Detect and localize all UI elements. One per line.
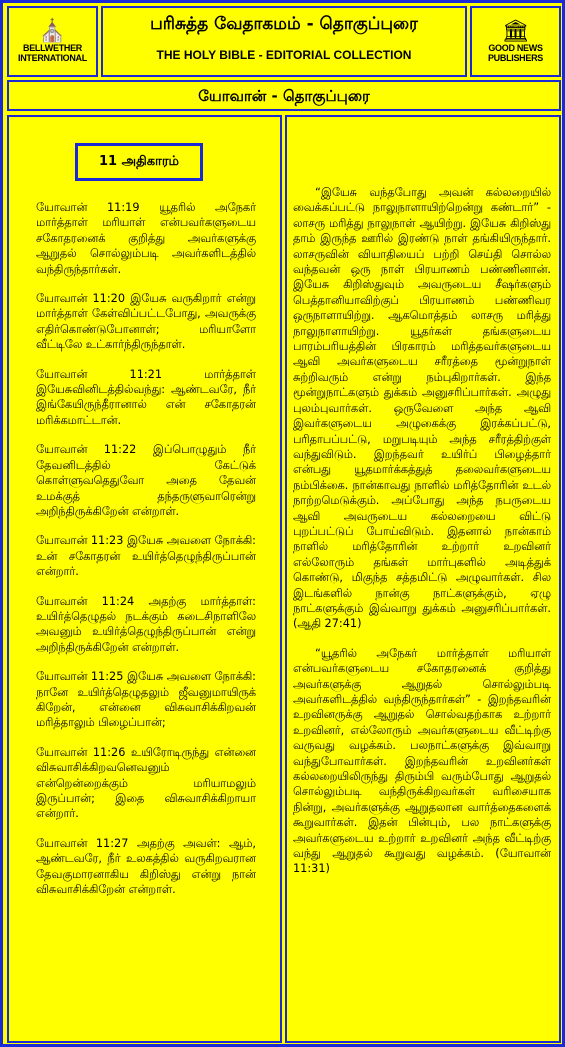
bellwether-logo (7, 6, 98, 77)
tower-icon: 🏛 (501, 18, 530, 44)
commentary-paragraph: “இயேசு வந்தபோது அவன் கல்லறையில் வைக்கப்பட்டு நாலுநாளாயிற்றென்று கண்டார்” - லாசரு மரித்து நாலுநாள் ஆயிற்று. இயேசு கிறிஸ்து தாம் இருந்த ஊரில் இரண்டு நாள் தங்கியிருந்தார். லாசருவின் வியாதியைப் பற்றி செய்தி சொல்ல வந்தவன் ஒரு நாள் பிரயாணம் பண்ணினான். இயேசு கிறிஸ்துவும் அவருடைய சீஷர்களும் பெத்தானியாவிற்குப் பிரயாணம் பண்ணிவர ஒருநாளாயிற்று. ஆகமொத்தம் லாசரு மரித்து நாலுநாளாயிற்று. யூதர்கள் தங்களுடைய பாரம்பரியத்தின் பிரகாரம் மரித்தவர்களுடைய ஆவி அவர்களுடைய சரீரத்தை மூன்றுநாள் சுற்றிவரும் என்று நம்புகிறார்கள். இந்த மூன்றுநாட்களும் துக்கம் அனுசரிப்பார்கள். அழுது புலம்புவார்கள். ஒருவேளை அந்த ஆவி இவர்களுடைய அழுகைக்கு இரக்கப்பட்டு, பரிதாபப்பட்டு, மறுபடியும் அந்த சரீரத்திற்குள் வந்துவிடும். இறந்தவர் உயிர்ப் பிழைத்தார் என்பது யூதமார்க்கத்துத் தலைவர்களுடைய நம்பிக்கை. நான்காவது நாளில் மரித்தோரின் உடல் நாற்றமெடுக்கும். அப்போது அந்த நபருடைய ஆவி அவருடைய கல்லறையை விட்டு புறப்பட்டுப் போய்விடும். இதனால் நான்காம் நாளில் மரித்தோரின் உற்றார் உறவினர் எல்லோரும் தங்கள் மார்புகளில் அடித்துக் கொண்டு, மிகுந்த சத்தமிட்டு அழுவார்கள். சில இடங்களில் நான்கு நாட்களுக்கும், ஏழு நாட்களுக்கும் இவ்வாறு துக்கம் அனுசரிப்பார்கள். (ஆதி 27:41) (293, 186, 551, 631)
verse-paragraph: யோவான் 11:24 அதற்கு மார்த்தாள்: உயிர்த்தெழுதல் நடக்கும் கடைசிநாளிலே அவனும் உயிர்த்தெழுந்திருப்பான் என்று அறிந்திருக்கிறேன் என்றாள். (36, 594, 256, 654)
page-title-english: THE HOLY BIBLE - EDITORIAL COLLECTION (156, 48, 412, 62)
verse-paragraph: யோவான் 11:19 யூதரில் அநேகர் மார்த்தாள் மரியாள் என்பவர்களுடைய சகோதரனைக் குறித்து அவர்களுக்கு ஆறுதல் சொல்லும்படி அவர்களிடத்தில் வந்திருந்தார்கள். (36, 201, 256, 276)
chapter-label: 11 அதிகாரம் (75, 143, 203, 181)
good-news-logo-text: GOOD NEWS PUBLISHERS (487, 42, 543, 63)
verse-paragraph: யோவான் 11:27 அதற்கு அவள்: ஆம், ஆண்டவரே, நீர் உலகத்தில் வருகிறவரான தேவகுமாரனாகிய கிறிஸ்து என்று நான் விசுவாசிக்கிறேன் என்றாள். (36, 836, 256, 897)
right-column-text (293, 185, 551, 891)
bell-tower-icon: ⛪ (38, 18, 67, 44)
bellwether-logo-text: BELLWETHER INTERNATIONAL (18, 42, 87, 63)
verse-paragraph: யோவான் 11:22 இப்பொழுதும் நீர் தேவனிடத்தில் கேட்டுக் கொள்ளுவதெதுவோ அதை தேவன் உமக்குத் தந்தருளுவாரென்று அறிந்திருக்கிறேன் என்றாள். (36, 443, 256, 518)
subtitle: யோவான் - தொகுப்புரை (198, 87, 370, 105)
left-column-text (36, 200, 256, 911)
verse-paragraph: யோவான் 11:26 உயிரோடிருந்து என்னை விசுவாசிக்கிறவனெவனும் என்றென்றைக்கும் மரியாமலும் இருப்பான்; இதை விசுவாசிக்கிறாயா என்றார். (36, 745, 256, 821)
verse-paragraph: யோவான் 11:20 இயேசு வருகிறார் என்று மார்த்தாள் கேள்விப்பட்டபோது, அவருக்கு எதிர்கொண்டுபோனாள்; மரியாளோ வீட்டிலே உட்கார்ந்திருந்தாள். (36, 292, 256, 352)
verse-paragraph: யோவான் 11:23 இயேசு அவளை நோக்கி: உன் சகோதரன் உயிர்த்தெழுந்திருப்பான் என்றார். (36, 534, 256, 579)
commentary-paragraph: “யூதரில் அநேகர் மார்த்தாள் மரியாள் என்பவர்களுடைய சகோதரனைக் குறித்து அவர்களுக்கு ஆறுதல் சொல்லும்படி அவர்களிடத்தில் வந்திருந்தார்கள்” - இறந்தவரின் உறவினருக்கு ஆறுதல் சொல்வதற்காக உற்றார் உறவினர், எல்லோரும் அவர்களுடைய வீட்டிற்கு வருவது வழக்கம். பலநாட்களுக்கு இவ்வாறு வந்துபோவார்கள். இறந்தவரின் உறவினர்கள் கல்லறையிலிருந்து திரும்பி வரும்போது ஆறுதல் சொல்லும்படி வந்திருக்கிறவர்கள் வரிசையாக நின்று, அவர்களுக்கு ஆறுதலான வார்த்தைகளைக் கூறுவார்கள். இதன் பின்பும், பல நாட்களுக்கு அவர்களுடைய உற்றார் உறவினர் அந்த வீட்டிற்கு வந்து ஆறுதல் கூறுவது வழக்கம். (யோவான் 11:31) (293, 646, 551, 876)
page-title-tamil: பரிசுத்த வேதாகமம் - தொகுப்புரை (150, 14, 418, 34)
header-title-box (101, 6, 467, 77)
subtitle-bar (7, 80, 561, 111)
good-news-logo (470, 6, 561, 77)
verse-paragraph: யோவான் 11:25 இயேசு அவளை நோக்கி: நானே உயிர்த்தெழுதலும் ஜீவனுமாயிருக் கிறேன், என்னை விசுவாசிக்கிறவன் மரித்தாலும் பிழைப்பான்; (36, 670, 256, 730)
verse-paragraph: யோவான் 11:21 மார்த்தாள் இயேசுவினிடத்தில்வந்து: ஆண்டவரே, நீர் இங்கேயிருந்தீரானால் என் சகோதரன் மரிக்கமாட்டான். (36, 367, 256, 427)
